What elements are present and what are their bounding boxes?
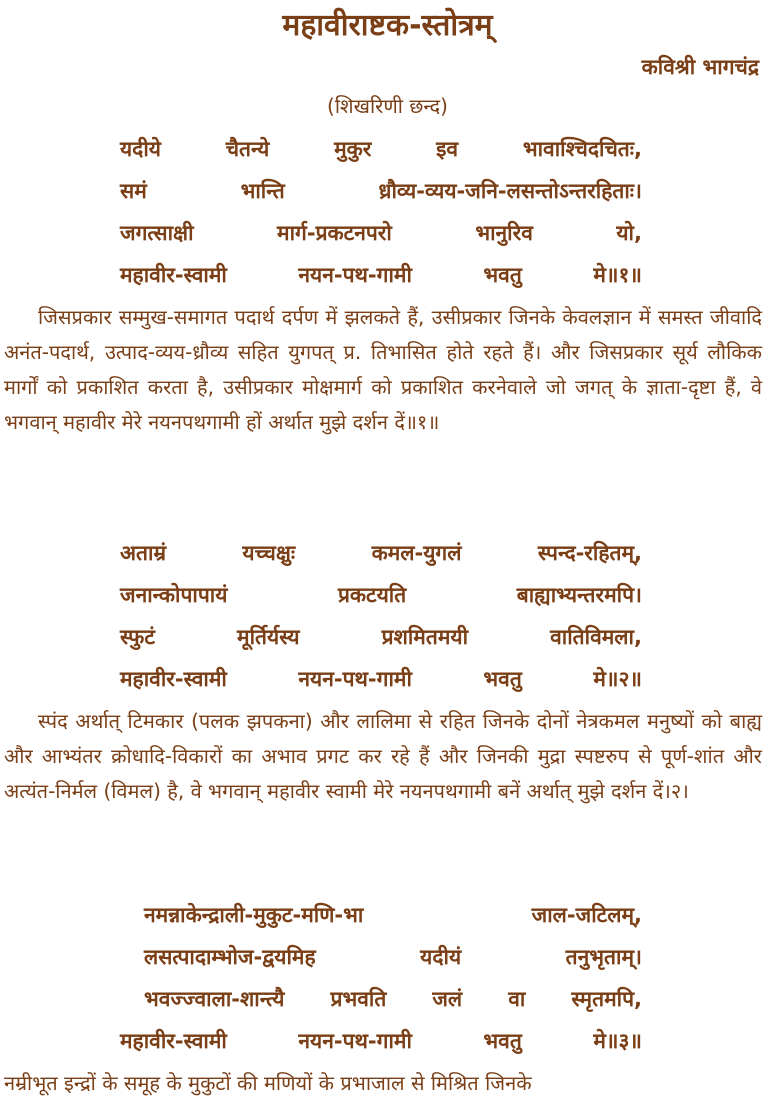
verse-word: नमन्नाकेन्द्राली-मुकुट-मणि-भा xyxy=(144,903,364,927)
verse-word: स्फुटं xyxy=(120,625,155,649)
verse-word: मुकुर xyxy=(334,137,372,161)
verse-word: स्मृतमपि, xyxy=(571,987,642,1011)
verse-word: चैतन्ये xyxy=(225,137,270,161)
verse-word: भवतु xyxy=(483,263,522,287)
meaning-text: जिसप्रकार सम्मुख-समागत पदार्थ दर्पण में झलकते हैं, उसीप्रकार जिनके केवलज्ञान में समस्त जीवादि अनंत-पदार्थ, उत्पाद-व्यय-ध्रौव्य सहित युगपत् प्र. तिभासित होते रहते हैं। और जिसप्रकार सूर्य लौकिक मार्गों को प्रकाशित करता है, उसीप्रकार मोक्षमार्ग को प्रकाशित करनेवाले जो जगत् के ज्ञाता-दृष्टा हैं, वे भगवान् महावीर मेरे नयनपथगामी हों अर्थात मुझे दर्शन दें॥१॥ xyxy=(4,305,762,434)
page-title: महावीराष्टक-स्तोत्रम् xyxy=(282,8,493,43)
verse-word: यो, xyxy=(616,221,642,245)
verse-line xyxy=(120,978,642,1020)
verse-word: मूर्तिर्यस्य xyxy=(237,625,300,649)
verse-word: तनुभृताम्। xyxy=(565,945,642,969)
verse-word: नयन-पथ-गामी xyxy=(298,1029,412,1053)
verse-word: कमल-युगलं xyxy=(371,541,462,565)
verse-word: जगत्साक्षी xyxy=(120,221,194,245)
verse-word: भवज्ज्वाला-शान्त्यै xyxy=(144,987,285,1011)
verse-line xyxy=(120,532,642,574)
verse-word: यच्चक्षुः xyxy=(242,541,296,565)
verse-line xyxy=(120,254,642,296)
verse-line xyxy=(120,894,642,936)
verse-word: यदीये xyxy=(120,137,161,161)
verse-word: नयन-पथ-गामी xyxy=(298,263,412,287)
meaning-text: स्पंद अर्थात् टिमकार (पलक झपकना) और लालिमा से रहित जिनके दोनों नेत्रकमल मनुष्यों को बाह्य और आभ्यंतर क्रोधादि-विकारों का अभाव प्रगट कर रहे हैं और जिनकी मुद्रा स्पष्टरुप से पूर्ण-शांत और अत्यंत-निर्मल (विमल) है, वे भगवान् महावीर स्वामी मेरे नयनपथगामी बनें अर्थात् मुझे दर्शन दें।२। xyxy=(4,709,762,803)
verse-word: प्रशमितमयी xyxy=(381,625,469,649)
verse-meaning xyxy=(4,300,762,440)
verse-2 xyxy=(120,532,642,700)
verse-word: वातिविमला, xyxy=(550,625,642,649)
verse-meaning xyxy=(4,1066,762,1101)
verse-word: मार्ग-प्रकटनपरो xyxy=(277,221,392,245)
verse-word: नयन-पथ-गामी xyxy=(298,667,412,691)
verse-line xyxy=(120,1020,642,1062)
verse-line xyxy=(120,170,642,212)
verse-word: प्रकटयति xyxy=(337,583,407,607)
verse-word: ध्रौव्य-व्यय-जनि-लसन्तोऽन्तरहिताः। xyxy=(378,179,642,203)
author-name: कविश्री भागचंद्र xyxy=(641,55,759,79)
verse-word: वा xyxy=(508,987,526,1011)
verse-word: जलं xyxy=(432,987,463,1011)
verse-word: प्रभवति xyxy=(330,987,387,1011)
verse-line xyxy=(120,212,642,254)
verse-word: स्पन्द-रहितम्, xyxy=(537,541,642,565)
verse-word: लसत्पादाम्भोज-द्वयमिह xyxy=(144,945,316,969)
verse-word: भानुरिव xyxy=(475,221,533,245)
verse-word: मे॥३॥ xyxy=(593,1029,642,1053)
verse-word: महावीर-स्वामी xyxy=(120,1029,227,1053)
verse-line xyxy=(120,936,642,978)
verse-word: भवतु xyxy=(483,1029,522,1053)
verse-line xyxy=(120,128,642,170)
verse-word: यदीयं xyxy=(420,945,462,969)
verse-word: इव xyxy=(436,137,459,161)
verse-word: समं xyxy=(120,179,147,203)
meter-label: (शिखरिणी छन्द) xyxy=(327,94,448,118)
meaning-text: नम्रीभूत इन्द्रों के समूह के मुकुटों की मणियों के प्रभाजाल से मिश्रित जिनके xyxy=(4,1071,532,1095)
verse-3 xyxy=(120,894,642,1062)
verse-word: भान्ति xyxy=(240,179,285,203)
verse-word: जाल-जटिलम्, xyxy=(531,903,642,927)
verse-word: भवतु xyxy=(483,667,522,691)
verse-word: महावीर-स्वामी xyxy=(120,667,227,691)
verse-line xyxy=(120,574,642,616)
verse-line xyxy=(120,616,642,658)
verse-meaning xyxy=(4,704,762,809)
verse-word: महावीर-स्वामी xyxy=(120,263,227,287)
verse-word: मे॥१॥ xyxy=(593,263,642,287)
verse-line xyxy=(120,658,642,700)
verse-word: भावाश्चिदचितः, xyxy=(522,137,642,161)
verse-word: मे॥२॥ xyxy=(593,667,642,691)
verse-word: बाह्याभ्यन्तरमपि। xyxy=(516,583,642,607)
verse-word: जनान्कोपापायं xyxy=(120,583,228,607)
verse-word: अताम्रं xyxy=(120,541,167,565)
verse-1 xyxy=(120,128,642,296)
